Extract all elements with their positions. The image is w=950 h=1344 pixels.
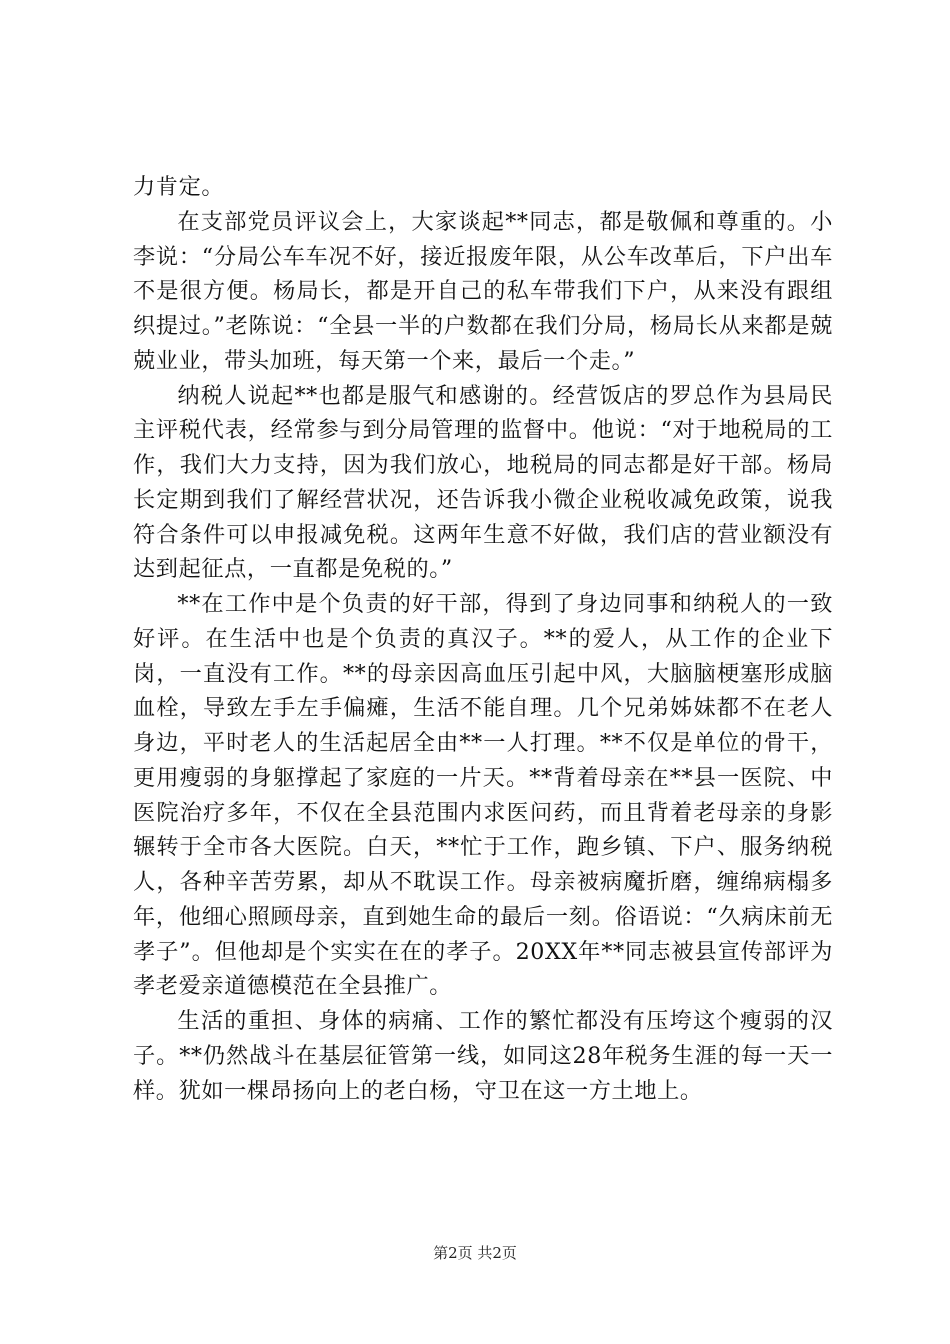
paragraph-closing: 生活的重担、身体的病痛、工作的繁忙都没有压垮这个瘦弱的汉子。**仍然战斗在基层征管第一线，如同这28年税务生涯的每一天一样。犹如一棵昂扬向上的老白杨，守卫在这一方土地上。 — [133, 1008, 833, 1104]
paragraph-family-life: **在工作中是个负责的好干部，得到了身边同事和纳税人的一致好评。在生活中也是个负责的真汉子。**的爱人，从工作的企业下岗，一直没有工作。**的母亲因高血压引起中风，大脑脑梗塞形成脑血栓，导致左手左手偏瘫，生活不能自理。几个兄弟姊妹都不在老人身边，平时老人的生活起居全由**一人打理。**不仅是单位的骨干，更用瘦弱的身躯撑起了家庭的一片天。**背着母亲在**县一医院、中医院治疗多年，不仅在全县范围内求医问药，而且背着老母亲的身影辗转于全市各大医院。白天，**忙于工作，跑乡镇、下户、服务纳税人，各种辛苦劳累，却从不耽误工作。母亲被病魔折磨，缠绵病榻多年，他细心照顾母亲，直到她生命的最后一刻。俗语说：“久病床前无孝子”。但他却是个实实在在的孝子。20XX年**同志被县宣传部评为孝老爱亲道德模范在全县推广。 — [133, 591, 833, 1000]
paragraph-continuation: 力肯定。 — [133, 174, 225, 200]
page-number-footer: 第2页 共2页 — [433, 1244, 517, 1262]
document-body — [133, 170, 833, 1108]
paragraph-party-review: 在支部党员评议会上，大家谈起**同志，都是敬佩和尊重的。小李说：“分局公车车况不好，接近报废年限，从公车改革后，下户出车不是很方便。杨局长，都是开自己的私车带我们下户，从来没有跟组织提过。”老陈说：“全县一半的户数都在我们分局，杨局长从来都是兢兢业业，带头加班，每天第一个来，最后一个走。” — [133, 208, 833, 374]
paragraph-taxpayer-feedback: 纳税人说起**也都是服气和感谢的。经营饭店的罗总作为县局民主评税代表，经常参与到分局管理的监督中。他说：“对于地税局的工作，我们大力支持，因为我们放心，地税局的同志都是好干部。杨局长定期到我们了解经营状况，还告诉我小微企业税收减免政策，说我符合条件可以申报减免税。这两年生意不好做，我们店的营业额没有达到起征点，一直都是免税的。” — [133, 382, 833, 583]
